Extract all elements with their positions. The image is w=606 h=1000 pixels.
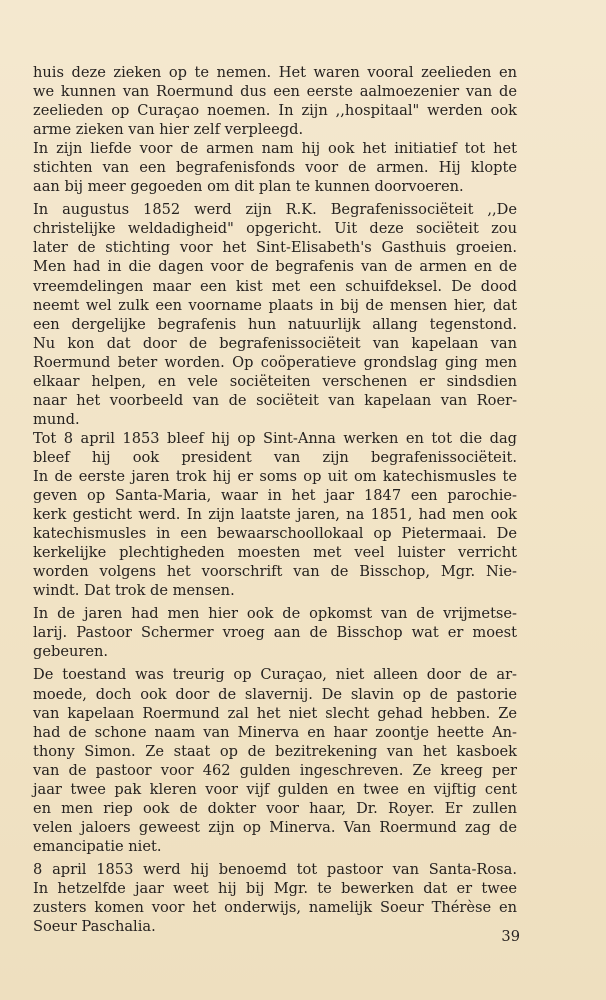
text-line: gebeuren. bbox=[33, 643, 109, 661]
text-line: moede, doch ook door de slavernij. De slavin op de pastorie bbox=[33, 685, 517, 703]
paragraph bbox=[33, 200, 517, 429]
text-line: christelijke weldadigheid" opgericht. Uit deze sociëteit zou bbox=[33, 220, 517, 238]
text-line: zeelieden op Curaçao noemen. In zijn ,,hospitaal" werden ook bbox=[33, 102, 517, 120]
text-line: zusters komen voor het onderwijs, namelijk Soeur Thérèse en bbox=[33, 899, 517, 917]
text-line: In hetzelfde jaar weet hij bij Mgr. te bewerken dat er twee bbox=[33, 879, 517, 897]
text-line: van de pastoor voor 462 gulden ingeschreven. Ze kreeg per bbox=[33, 761, 517, 779]
text-line: en men riep ook de dokter voor haar, Dr. Royer. Er zullen bbox=[33, 799, 517, 817]
text-line: van kapelaan Roermund zal het niet slecht gehad hebben. Ze bbox=[33, 704, 517, 722]
paragraph bbox=[33, 604, 517, 661]
text-line: In de eerste jaren trok hij er soms op uit om katechismusles te bbox=[33, 467, 517, 485]
text-line: In zijn liefde voor de armen nam hij ook het initiatief tot het bbox=[33, 140, 517, 158]
text-line: later de stichting voor het Sint-Elisabeth's Gasthuis groeien. bbox=[33, 239, 517, 257]
page-number: 39 bbox=[501, 928, 520, 945]
text-line: we kunnen van Roermund dus een eerste aalmoezenier van de bbox=[33, 83, 517, 101]
text-line: worden volgens het voorschrift van de Bisschop, Mgr. Nie- bbox=[33, 563, 517, 581]
text-line: een dergelijke begrafenis hun natuurlijk allang tegenstond. bbox=[33, 315, 517, 333]
paragraph bbox=[33, 139, 517, 196]
text-line: vreemdelingen maar een kist met een schuifdeksel. De dood bbox=[33, 277, 517, 295]
text-line: thony Simon. Ze staat op de bezitrekening van het kasboek bbox=[33, 742, 517, 760]
text-line: kerkelijke plechtigheden moesten met veel luister verricht bbox=[33, 544, 517, 562]
text-line: velen jaloers geweest zijn op Minerva. Van Roermund zag de bbox=[33, 818, 517, 836]
paragraph bbox=[33, 429, 517, 600]
text-line: Men had in die dagen voor de begrafenis van de armen en de bbox=[33, 258, 517, 276]
text-line: kerk gesticht werd. In zijn laatste jaren, na 1851, had men ook bbox=[33, 506, 517, 524]
text-line: jaar twee pak kleren voor vijf gulden en twee en vijftig cent bbox=[33, 780, 517, 798]
body-text bbox=[33, 63, 517, 936]
text-line: emancipatie niet. bbox=[33, 837, 162, 855]
text-line: stichten van een begrafenisfonds voor de armen. Hij klopte bbox=[33, 159, 517, 177]
text-line: mund. bbox=[33, 410, 80, 428]
text-line: Nu kon dat door de begrafenissociëteit van kapelaan van bbox=[33, 334, 517, 352]
text-line: In de jaren had men hier ook de opkomst van de vrijmetse- bbox=[33, 605, 517, 623]
paragraph bbox=[33, 860, 517, 936]
text-line: huis deze zieken op te nemen. Het waren vooral zeelieden en bbox=[33, 64, 517, 81]
text-line: arme zieken van hier zelf verpleegd. bbox=[33, 121, 304, 139]
text-line: De toestand was treurig op Curaçao, niet alleen door de ar- bbox=[33, 666, 517, 684]
text-line: neemt wel zulk een voorname plaats in bij de mensen hier, dat bbox=[33, 296, 517, 314]
text-line: naar het voorbeeld van de sociëteit van kapelaan van Roer- bbox=[33, 391, 517, 409]
text-line: bleef hij ook president van zijn begrafenissociëteit. bbox=[33, 448, 517, 466]
text-line: Roermund beter worden. Op coöperatieve grondslag ging men bbox=[33, 353, 517, 371]
paragraph bbox=[33, 665, 517, 855]
text-line: geven op Santa-Maria, waar in het jaar 1847 een parochie- bbox=[33, 487, 517, 505]
text-line: larij. Pastoor Schermer vroeg aan de Bisschop wat er moest bbox=[33, 624, 517, 642]
text-line: Tot 8 april 1853 bleef hij op Sint-Anna werken en tot die dag bbox=[33, 429, 517, 447]
text-line: windt. Dat trok de mensen. bbox=[33, 582, 235, 600]
text-line: 8 april 1853 werd hij benoemd tot pastoor van Santa-Rosa. bbox=[33, 860, 517, 878]
paragraph bbox=[33, 63, 517, 139]
text-line: had de schone naam van Minerva en haar zoontje heette An- bbox=[33, 723, 517, 741]
text-line: aan bij meer gegoeden om dit plan te kunnen doorvoeren. bbox=[33, 178, 464, 196]
text-line: elkaar helpen, en vele sociëteiten verschenen er sindsdien bbox=[33, 372, 517, 390]
text-line: In augustus 1852 werd zijn R.K. Begrafenissociëteit ,,De bbox=[33, 201, 517, 219]
text-line: katechismusles in een bewaarschoollokaal op Pietermaai. De bbox=[33, 525, 517, 543]
text-line: Soeur Paschalia. bbox=[33, 918, 156, 936]
